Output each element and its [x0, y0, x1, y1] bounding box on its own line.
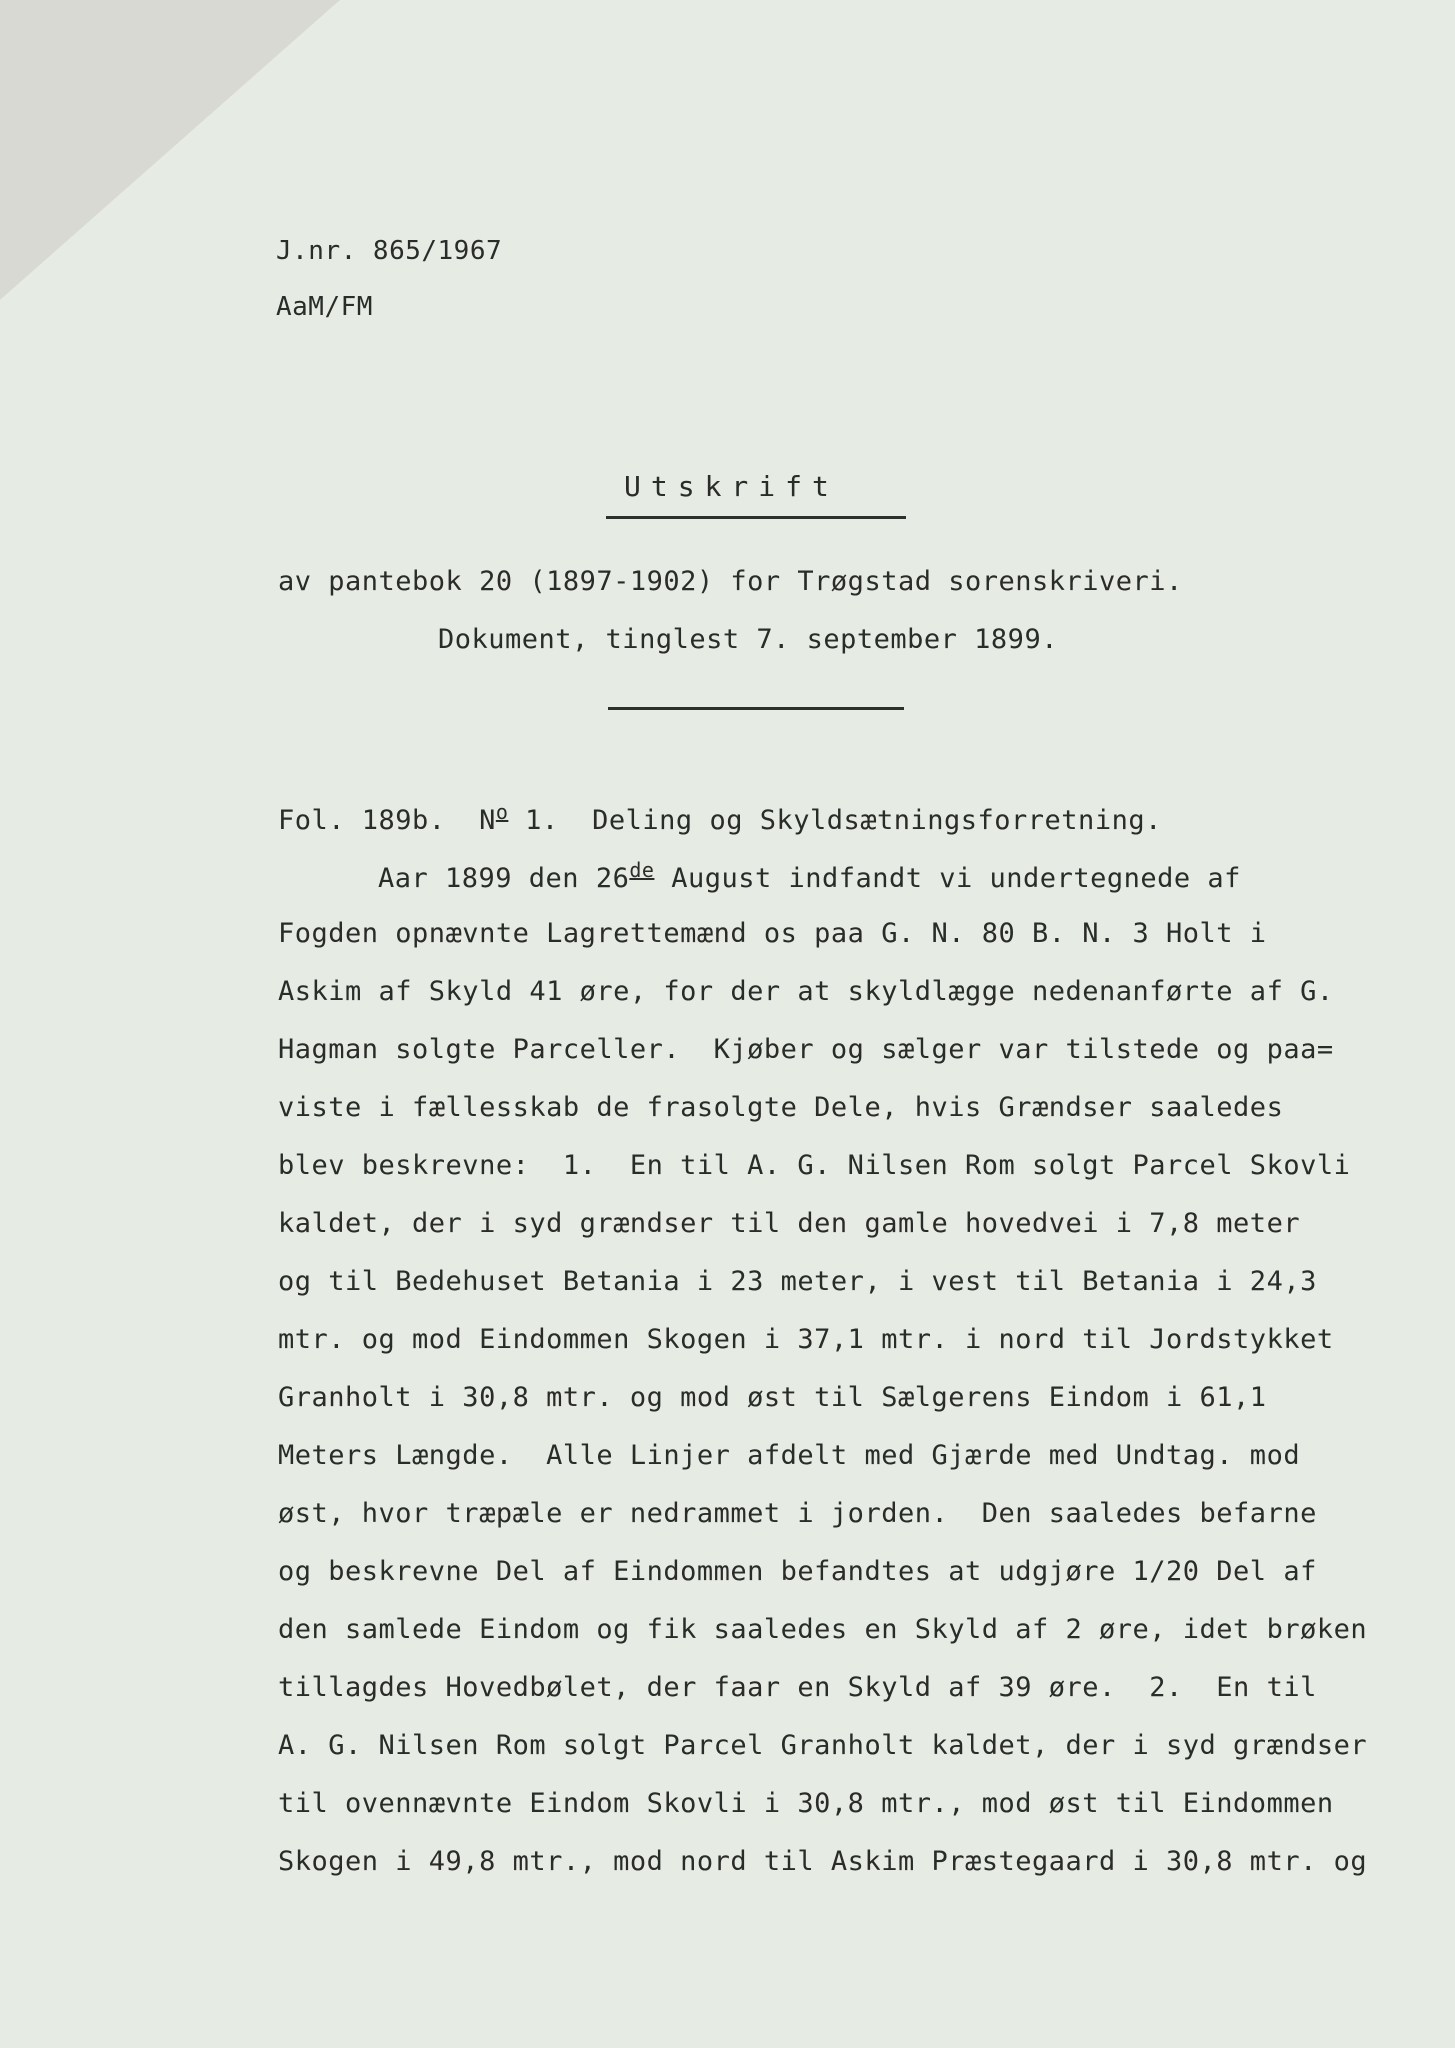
body-line-1: Fol. 189b. $N^o$ 1. Deling og Skyldsætningsforretning.	[278, 800, 1162, 836]
subtitle-line-1: av pantebok 20 (1897-1902) for Trøgstad sorenskriveri.	[278, 566, 1183, 597]
body-line-3: Fogden opnævnte Lagrettemænd os paa G. N. 80 B. N. 3 Holt i	[278, 918, 1267, 949]
body-line-17: A. G. Nilsen Rom solgt Parcel Granholt kaldet, der i syd grændser	[278, 1730, 1368, 1761]
body-line-4: Askim af Skyld 41 øre, for der at skyldlægge nedenanførte af G.	[278, 976, 1334, 1007]
journal-number: J.nr. 865/1967	[276, 236, 503, 266]
section-divider	[608, 707, 904, 710]
body-line-9: og til Bedehuset Betania i 23 meter, i vest til Betania i 24,3	[278, 1266, 1317, 1297]
body-line-8: kaldet, der i syd grændser til den gamle hovedvei i 7,8 meter	[278, 1208, 1301, 1239]
body-line-15: den samlede Eindom og fik saaledes en Skyld af 2 øre, idet brøken	[278, 1614, 1368, 1645]
title-underline	[606, 516, 906, 519]
body-line-13: øst, hvor træpæle er nedrammet i jorden. Den saaledes befarne	[278, 1498, 1317, 1529]
document-title: Utskrift	[624, 470, 839, 503]
body-line-16: tillagdes Hovedbølet, der faar en Skyld af 39 øre. 2. En til	[278, 1672, 1317, 1703]
body-line-19: Skogen i 49,8 mtr., mod nord til Askim Præstegaard i 30,8 mtr. og	[278, 1846, 1368, 1877]
initials: AaM/FM	[276, 292, 373, 322]
body-line-18: til ovennævnte Eindom Skovli i 30,8 mtr., mod øst til Eindommen	[278, 1788, 1334, 1819]
body-line-7: blev beskrevne: 1. En til A. G. Nilsen Rom solgt Parcel Skovli	[278, 1150, 1351, 1181]
body-line-12: Meters Længde. Alle Linjer afdelt med Gjærde med Undtag. mod	[278, 1440, 1301, 1471]
body-line-10: mtr. og mod Eindommen Skogen i 37,1 mtr. i nord til Jordstykket	[278, 1324, 1334, 1355]
body-line-5: Hagman solgte Parceller. Kjøber og sælger var tilstede og paa=	[278, 1034, 1334, 1065]
body-line-6: viste i fællesskab de frasolgte Dele, hvis Grændser saaledes	[278, 1092, 1284, 1123]
body-line-2: Aar 1899 den 26de August indfandt vi undertegnede af	[378, 858, 1241, 894]
subtitle-line-2: Dokument, tinglest 7. september 1899.	[438, 624, 1058, 655]
body-line-14: og beskrevne Del af Eindommen befandtes at udgjøre 1/20 Del af	[278, 1556, 1317, 1587]
body-line-11: Granholt i 30,8 mtr. og mod øst til Sælgerens Eindom i 61,1	[278, 1382, 1267, 1413]
